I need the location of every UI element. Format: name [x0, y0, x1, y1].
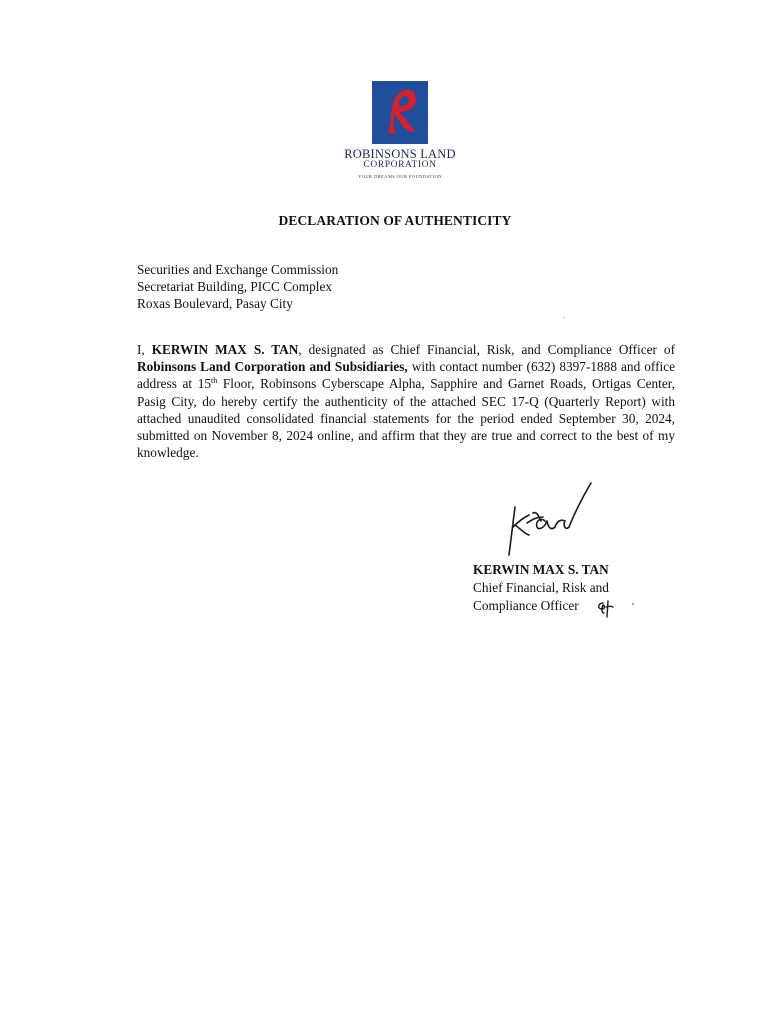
scan-speck [563, 317, 564, 318]
body-officer-name: KERWIN MAX S. TAN [151, 342, 299, 357]
logo-company-subname: CORPORATION [363, 160, 437, 170]
signatory-name: KERWIN MAX S. TAN [473, 562, 609, 577]
handwritten-initials [594, 597, 618, 626]
handwritten-signature [493, 477, 603, 562]
address-line-1: Securities and Exchange Commission [137, 262, 339, 277]
body-superscript: th [211, 376, 218, 386]
body-intro: I, [137, 342, 152, 357]
logo-tagline: YOUR DREAMS OUR FOUNDATION [358, 174, 442, 179]
body-part-1: , designated as Chief Financial, Risk, and Compliance Officer of [298, 342, 676, 357]
address-line-3: Roxas Boulevard, Pasay City [137, 296, 293, 311]
document-title: DECLARATION OF AUTHENTICITY [278, 213, 512, 228]
logo-emblem [372, 81, 428, 144]
recipient-address [137, 261, 338, 312]
logo-company-name: ROBINSONS LAND [344, 147, 456, 161]
declaration-paragraph [137, 341, 675, 461]
scan-speck [632, 603, 634, 605]
body-part-3: Floor, Robinsons Cyberscape Alpha, Sapphire and Garnet Roads, Ortigas Center, Pasig City, do hereby certify the authenticity of the attached SEC 17-Q (Quarterly Report) with attached unaudited consolidated financial statements for the period ended September 30, 2024, submitted on November 8, 2024 online, and affirm that they are true and correct to the best of my knowledge. [137, 376, 675, 461]
body-company-name: Robinsons Land Corporation and Subsidiaries, [137, 359, 408, 375]
signatory-title-line-2: Compliance Officer [473, 598, 579, 613]
body-part-2: with contact number (632) 8397-1888 and office address at 15 [137, 359, 676, 392]
signatory-title-line-1: Chief Financial, Risk and [473, 580, 609, 595]
address-line-2: Secretariat Building, PICC Complex [137, 279, 332, 294]
